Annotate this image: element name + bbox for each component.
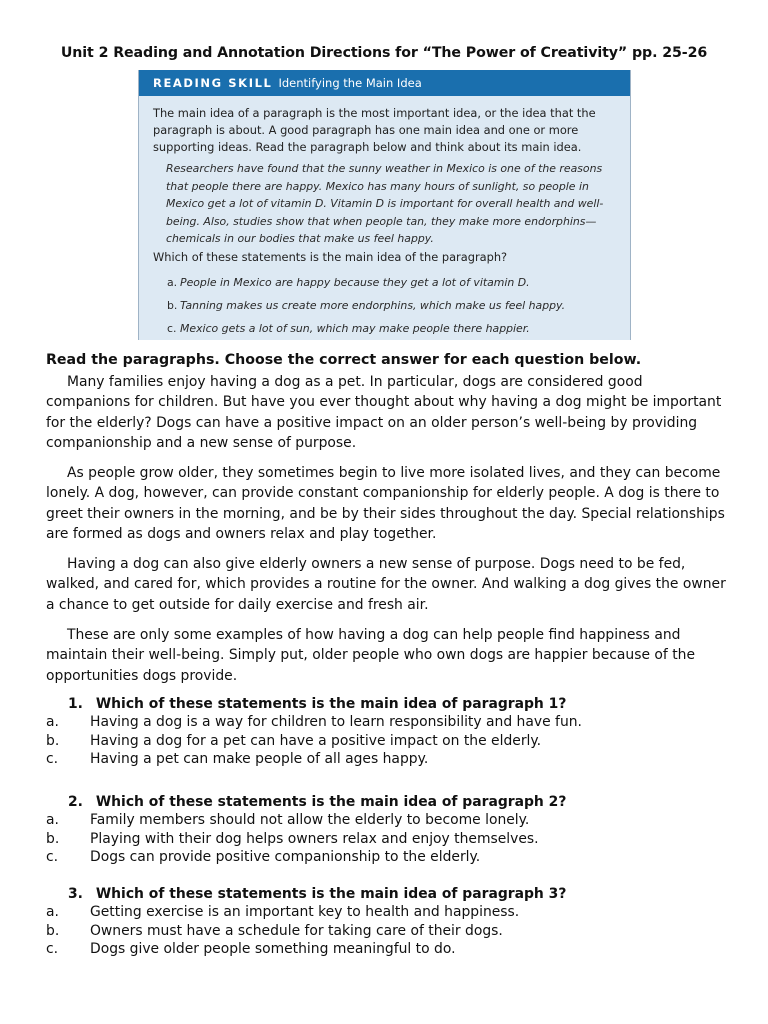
question-heading <box>46 885 726 903</box>
option-letter: c. <box>46 751 59 768</box>
option-letter: a. <box>46 812 59 829</box>
answer-option <box>46 848 726 866</box>
question-number: 1. <box>68 696 83 712</box>
paragraph-3: Having a dog can also give elderly owners a new sense of purpose. Dogs need to be fed, walked, and cared for, which provides a routine for the owner. And walking a dog gives the owner a chance to get outside for daily exercise and fresh air. <box>46 556 726 613</box>
option-letter: a. <box>46 714 59 731</box>
question-heading <box>46 695 726 713</box>
option-letter: b. <box>46 732 60 749</box>
option-text: Mexico gets a lot of sun, which may make people there happier. <box>180 322 530 335</box>
option-text: Playing with their dog helps owners relax and enjoy themselves. <box>90 830 539 847</box>
paragraph-2: As people grow older, they sometimes begin to live more isolated lives, and they can become lonely. A dog, however, can provide constant companionship for elderly people. A dog is there to greet their owners in the morning, and be by their sides throughout the day. Special relationships are formed as dogs and owners relax and play together. <box>46 465 725 542</box>
question-1 <box>46 695 726 769</box>
option-text: Family members should not allow the elderly to become lonely. <box>90 812 530 829</box>
option-letter: c. <box>46 941 59 958</box>
option-letter: b. <box>46 922 60 939</box>
question-3 <box>46 885 726 959</box>
reading-skill-intro: The main idea of a paragraph is the most important idea, or the idea that the paragraph is about. A good paragraph has one main idea and one or more supporting ideas. Read the paragraph below and think about its main idea. <box>153 106 596 154</box>
question-text: Which of these statements is the main idea of paragraph 1? <box>95 696 567 712</box>
question-text: Which of these statements is the main idea of paragraph 2? <box>95 794 567 810</box>
answer-option <box>46 940 726 958</box>
answer-option <box>46 750 726 768</box>
question-number: 3. <box>68 886 83 902</box>
option-text: Getting exercise is an important key to health and happiness. <box>90 904 520 921</box>
option-text: Having a pet can make people of all ages happy. <box>90 751 429 768</box>
reading-skill-subtitle: Identifying the Main Idea <box>278 76 422 90</box>
option-letter: b. <box>167 299 178 312</box>
option-text: Having a dog for a pet can have a positive impact on the elderly. <box>90 732 542 749</box>
paragraph-4: These are only some examples of how having a dog can help people find happiness and maintain their well-being. Simply put, older people who own dogs are happier because of the opportunities dogs provide. <box>46 627 696 684</box>
answer-option <box>46 713 726 731</box>
answer-option <box>46 903 726 921</box>
answer-option <box>46 811 726 829</box>
reading-skill-header <box>139 70 630 96</box>
option-text: Having a dog is a way for children to learn responsibility and have fun. <box>90 714 582 731</box>
reading-skill-option <box>167 322 530 335</box>
reading-skill-question: Which of these statements is the main idea of the paragraph? <box>153 250 508 264</box>
option-text: Owners must have a schedule for taking care of their dogs. <box>90 922 503 939</box>
reading-skill-option <box>167 276 530 289</box>
reading-skill-example: Researchers have found that the sunny weather in Mexico is one of the reasons that people there are happy. Mexico has many hours of sunlight, so people in Mexico get a lot of vitamin D. Vitamin D is important for overall health and well-being. Also, studies show that when people tan, they make more endorphins—chemicals in our bodies that make us feel happy. <box>166 162 604 246</box>
page-title: Unit 2 Reading and Annotation Directions for “The Power of Creativity” pp. 25-26 <box>60 45 708 61</box>
option-letter: b. <box>46 830 60 847</box>
option-text: Tanning makes us create more endorphins, which make us feel happy. <box>180 299 566 312</box>
question-2 <box>46 793 726 867</box>
paragraph-1: Many families enjoy having a dog as a pet. In particular, dogs are considered good companions for children. But have you ever thought about why having a dog might be important for the elderly? Dogs can have a positive impact on an older person’s well-being by providing companionship and a new sense of purpose. <box>46 374 722 451</box>
question-number: 2. <box>68 794 83 810</box>
option-letter: c. <box>46 849 59 866</box>
question-text: Which of these statements is the main idea of paragraph 3? <box>95 886 567 902</box>
option-text: Dogs give older people something meaningful to do. <box>90 941 456 958</box>
option-letter: a. <box>46 904 59 921</box>
option-letter: a. <box>167 276 178 289</box>
reading-skill-box <box>138 70 631 340</box>
option-letter: c. <box>167 322 177 335</box>
instructions: Read the paragraphs. Choose the correct answer for each question below. <box>46 352 642 368</box>
answer-option <box>46 830 726 848</box>
question-heading <box>46 793 726 811</box>
option-text: People in Mexico are happy because they get a lot of vitamin D. <box>180 276 530 289</box>
answer-option <box>46 732 726 750</box>
option-text: Dogs can provide positive companionship to the elderly. <box>90 849 481 866</box>
reading-skill-label: READING SKILL <box>153 76 273 90</box>
answer-option <box>46 922 726 940</box>
reading-skill-option <box>167 299 565 312</box>
